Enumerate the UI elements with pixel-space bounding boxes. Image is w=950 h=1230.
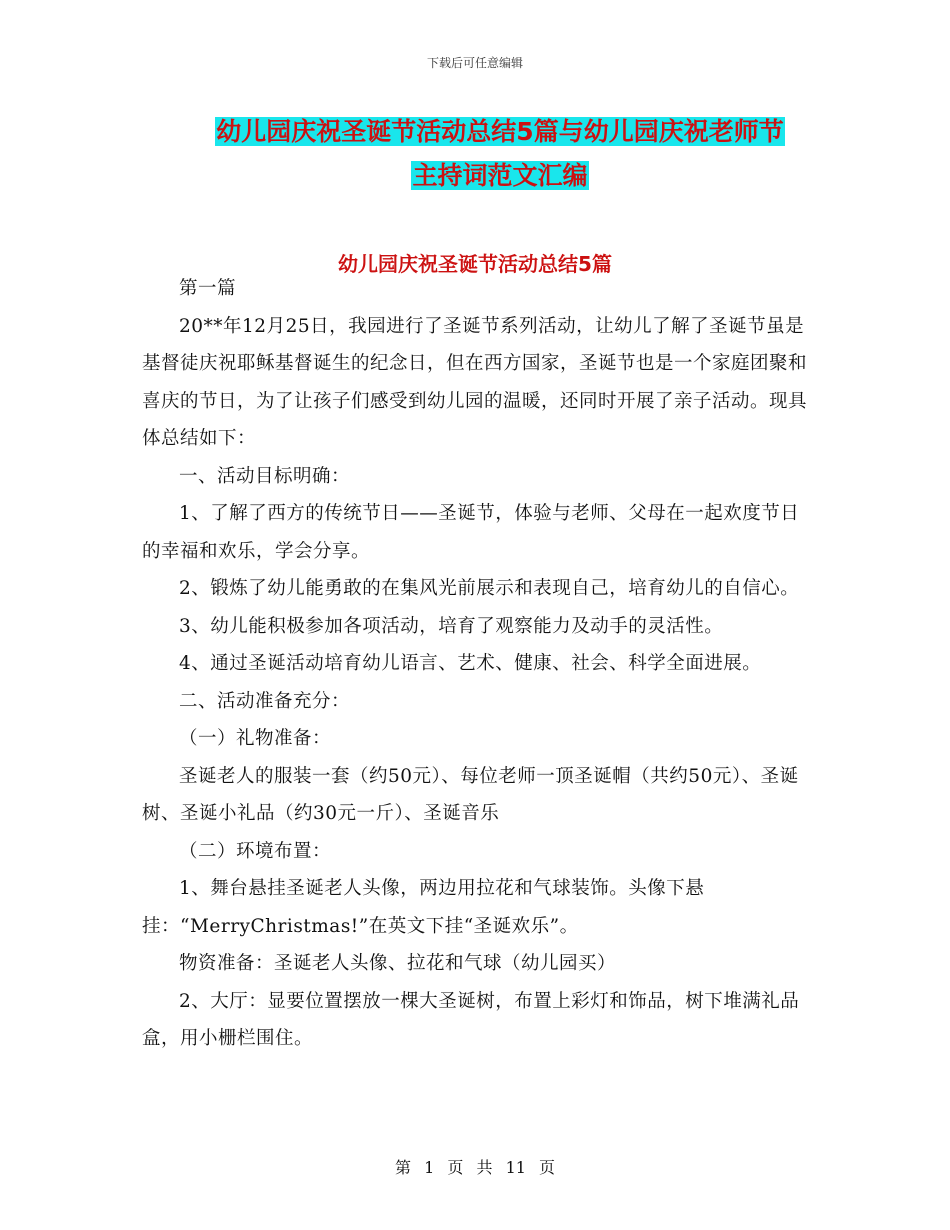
footer-mid1: 页 xyxy=(447,1158,464,1177)
paragraph: 4、通过圣诞活动培育幼儿语言、艺术、健康、社会、科学全面进展。 xyxy=(179,653,762,674)
paragraph: 2、大厅：显要位置摆放一棵大圣诞树，布置上彩灯和饰品，树下堆满礼品盒，用小栅栏围住。 xyxy=(142,990,800,1049)
paragraph: 二、活动准备充分： xyxy=(179,690,351,712)
paragraph: （二）环境布置： xyxy=(179,840,332,862)
paragraph: 一、活动目标明确： xyxy=(179,465,351,487)
paragraph: 1、舞台悬挂圣诞老人头像，两边用拉花和气球装饰。头像下悬挂：“MerryChristmas!”在英文下挂“圣诞欢乐”。 xyxy=(142,878,705,937)
paragraph: 物资准备：圣诞老人头像、拉花和气球（幼儿园买） xyxy=(179,953,617,974)
body-text xyxy=(142,270,812,1058)
paragraph: 第一篇 xyxy=(179,278,237,299)
paragraph: 3、幼儿能积极参加各项活动，培育了观察能力及动手的灵活性。 xyxy=(179,615,724,637)
footer-mid2: 共 xyxy=(476,1158,493,1177)
footer-prefix: 第 xyxy=(394,1158,411,1177)
paragraph: 1、了解了西方的传统节日——圣诞节，体验与老师、父母在一起欢度节日的幸福和欢乐，学会分享。 xyxy=(142,503,800,562)
paragraph: （一）礼物准备： xyxy=(179,728,332,749)
paragraph: 圣诞老人的服装一套（约50元）、每位老师一顶圣诞帽（共约50元）、圣诞树、圣诞小礼品（约30元一斤）、圣诞音乐 xyxy=(142,765,799,824)
section-title: 幼儿园庆祝圣诞节活动总结5篇 xyxy=(338,252,612,276)
footer-page-number: 1 xyxy=(424,1158,435,1177)
main-title xyxy=(160,110,840,198)
main-title-line-2: 主持词范文汇编 xyxy=(412,161,588,190)
main-title-line-1: 幼儿园庆祝圣诞节活动总结5篇与幼儿园庆祝老师节 xyxy=(216,117,784,146)
footer-total-pages: 11 xyxy=(505,1158,526,1177)
paragraph: 2、锻炼了幼儿能勇敢的在集风光前展示和表现自己，培育幼儿的自信心。 xyxy=(179,578,800,599)
paragraph: 20**年12月25日，我园进行了圣诞节系列活动，让幼儿了解了圣诞节虽是基督徒庆祝耶稣基督诞生的纪念日，但在西方国家，圣诞节也是一个家庭团聚和喜庆的节日，为了让孩子们感受到幼儿园的温暖，还同时开展了亲子活动。现具体总结如下： xyxy=(142,315,808,449)
header-note: 下载后可任意编辑 xyxy=(426,56,523,70)
footer-suffix: 页 xyxy=(539,1158,556,1177)
page-footer xyxy=(0,1155,950,1178)
